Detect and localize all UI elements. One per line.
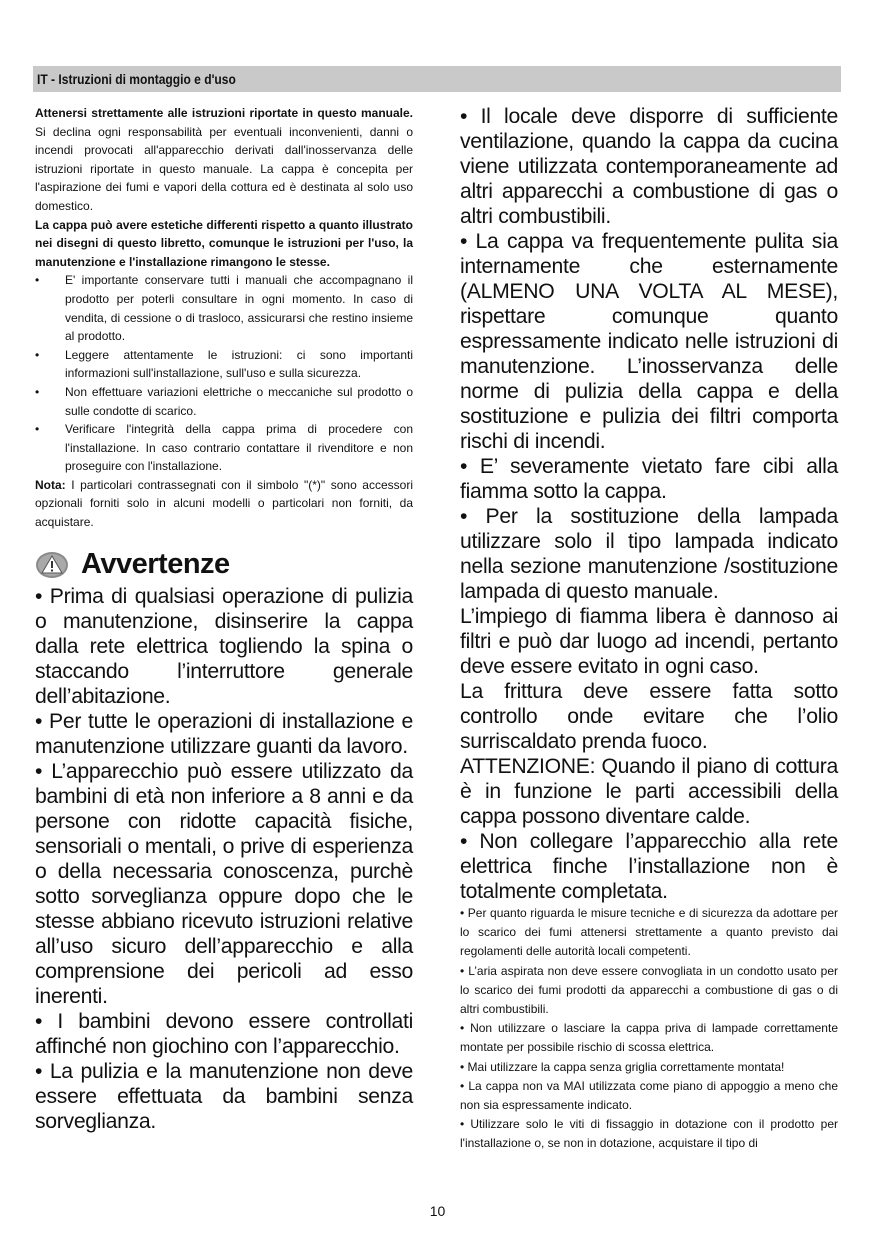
section-header-bar xyxy=(33,66,841,92)
technical-paragraph: • Non utilizzare o lasciare la cappa priva di lampade correttamente montate per possibile rischio di scossa elettrica. xyxy=(460,1021,838,1055)
list-item xyxy=(35,383,413,420)
safety-paragraph: • Non collegare l’apparecchio alla rete elettrica finche l’installazione non è totalmente completata. xyxy=(460,830,838,903)
warning-paragraph: • I bambini devono essere controllati affinché non giochino con l’apparecchio. xyxy=(35,1009,413,1058)
list-item-text: E' importante conservare tutti i manuali che accompagnano il prodotto per poterli consultare in ogni momento. In caso di vendita, di cessione o di trasloco, assicurarsi che restino insieme al prodotto. xyxy=(65,273,413,344)
warning-heading xyxy=(35,548,413,582)
safety-paragraph: • Il locale deve disporre di sufficiente ventilazione, quando la cappa da cucina viene utilizzata contemporaneamente ad altri apparecchi a combustione di gas o altri combustibili. xyxy=(460,105,838,228)
technical-paragraph: • L’aria aspirata non deve essere convogliata in un condotto usato per lo scarico dei fumi prodotti da apparecchi a combustione di gas o di altri combustibili. xyxy=(460,963,838,1017)
design-note-paragraph: La cappa può avere estetiche differenti rispetto a quanto illustrato nei disegni di questo libretto, comunque le istruzioni per l'uso, la manutenzione e l'installazione rimangono le stesse. xyxy=(35,217,413,269)
warning-paragraph: • L’apparecchio può essere utilizzato da bambini di età non inferiore a 8 anni e da persone con ridotte capacità fisiche, sensoriali o mentali, o prive di esperienza o della necessaria conoscenza, purchè sotto sorveglianza oppure dopo che le stesse abbiano ricevuto istruzioni relative all’uso sicuro dell’apparecchio e alla comprensione dei pericoli ad esso inerenti. xyxy=(35,759,413,1008)
safety-paragraph: • La cappa va frequentemente pulita sia internamente che esternamente (ALMENO UNA VOLTA AL MESE), rispettare comunque quanto espressamente indicato nelle istruzioni di manutenzione. L’inosservanza delle norme di pulizia della cappa e della sostituzione e pulizia dei filtri comporta rischi di incendi. xyxy=(460,230,838,453)
list-item xyxy=(35,346,413,383)
warning-paragraph: • Per tutte le operazioni di installazione e manutenzione utilizzare guanti da lavoro. xyxy=(35,709,413,758)
page-number: 10 xyxy=(429,1203,446,1219)
list-item xyxy=(35,271,413,345)
bullet-marker: • xyxy=(35,347,40,362)
nota-text: I particolari contrassegnati con il simbolo "(*)" sono accessori opzionali forniti solo in alcuni modelli o particolari non forniti, da acquistare. xyxy=(35,477,413,530)
list-item-text: Verificare l'integrità della cappa prima di procedere con l'installazione. In caso contrario contattare il rivenditore e non proseguire con l'installazione. xyxy=(65,422,413,474)
safety-paragraph: ATTENZIONE: Quando il piano di cottura è in funzione le parti accessibili della cappa possono diventare calde. xyxy=(460,755,838,828)
warning-icon xyxy=(35,551,69,579)
warning-paragraph: • Prima di qualsiasi operazione di pulizia o manutenzione, disinserire la cappa dalla rete elettrica togliendo la spina o staccando l’interruttore generale dell’abitazione. xyxy=(35,584,413,708)
warning-paragraph: • La pulizia e la manutenzione non deve essere effettuata da bambini senza sorveglianza. xyxy=(35,1059,413,1133)
nota-label: Nota: xyxy=(35,477,66,492)
safety-paragraph: • E’ severamente vietato fare cibi alla fiamma sotto la cappa. xyxy=(460,455,838,503)
intro-paragraph xyxy=(35,104,413,216)
left-column xyxy=(35,104,413,1134)
bullet-marker: • xyxy=(35,273,40,288)
technical-paragraph: • Utilizzare solo le viti di fissaggio in dotazione con il prodotto per l'installazione o, se non in dotazione, acquistare il tipo di xyxy=(460,1117,838,1151)
intro-text: Si declina ogni responsabilità per eventuali inconvenienti, danni o incendi provocati all'apparecchio derivati dall'inosservanza delle istruzioni riportate in questo manuale. La cappa è concepita per l'aspirazione dei fumi e vapori della cottura ed è destinata al solo uso domestico. xyxy=(35,124,413,213)
nota-paragraph xyxy=(35,476,413,532)
technical-paragraph: • Per quanto riguarda le misure tecniche e di sicurezza da adottare per lo scarico dei fumi attenersi strettamente a quanto previsto dai regolamenti delle autorità locali competenti. xyxy=(460,906,838,959)
intro-bold-text: Attenersi strettamente alle istruzioni riportate in questo manuale. xyxy=(35,106,413,120)
right-column xyxy=(460,104,838,1154)
bullet-marker: • xyxy=(35,384,40,399)
safety-paragraph: L’impiego di fiamma libera è dannoso ai filtri e può dar luogo ad incendi, pertanto deve essere evitato in ogni caso. xyxy=(460,605,838,678)
bullet-marker: • xyxy=(35,422,40,437)
list-item-text: Non effettuare variazioni elettriche o meccaniche sul prodotto o sulle condotte di scarico. xyxy=(65,384,413,418)
list-item-text: Leggere attentamente le istruzioni: ci sono importanti informazioni sull'installazione, sull'uso e sulla sicurezza. xyxy=(65,347,413,381)
warning-title: Avvertenze xyxy=(81,548,230,581)
safety-paragraph: La frittura deve essere fatta sotto controllo onde evitare che l’olio surriscaldato prenda fuoco. xyxy=(460,680,838,753)
technical-paragraph: • La cappa non va MAI utilizzata come piano di appoggio a meno che non sia espressamente indicato. xyxy=(460,1078,838,1113)
list-item xyxy=(35,420,413,476)
safety-paragraph: • Per la sostituzione della lampada utilizzare solo il tipo lampada indicato nella sezione manutenzione /sostituzione lampada di questo manuale. xyxy=(460,505,838,603)
technical-paragraph: • Mai utilizzare la cappa senza griglia correttamente montata! xyxy=(460,1059,785,1074)
section-title: IT - Istruzioni di montaggio e d'uso xyxy=(37,71,236,87)
